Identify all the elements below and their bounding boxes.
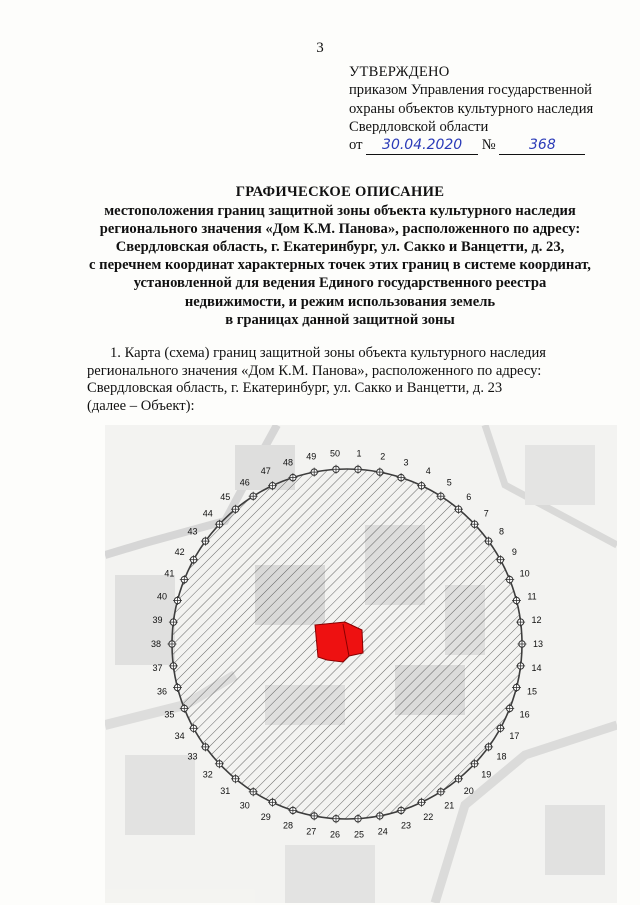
- document-heading: [40, 183, 640, 329]
- heading-line-3: Свердловская область, г. Екатеринбург, ул. Сакко и Ванцетти, д. 23,: [115, 239, 565, 256]
- boundary-point-label: 6: [466, 491, 472, 502]
- boundary-point-label: 48: [282, 457, 294, 468]
- number-label: №: [481, 137, 496, 154]
- boundary-point-label: 25: [353, 829, 365, 840]
- boundary-point-label: 16: [519, 709, 530, 720]
- boundary-point-label: 38: [150, 639, 162, 649]
- boundary-point-label: 4: [425, 466, 431, 477]
- boundary-point-label: 39: [152, 615, 163, 626]
- boundary-point-label: 21: [444, 800, 455, 811]
- approval-date-line: [349, 136, 634, 155]
- zone-map: [105, 425, 617, 903]
- approval-line-3: Свердловской области: [349, 118, 489, 135]
- heading-line-4: с перечнем координат характерных точек этих границ в системе координат,: [89, 257, 591, 274]
- boundary-point-label: 5: [446, 477, 452, 488]
- boundary-point-label: 29: [260, 811, 271, 822]
- boundary-point-label: 45: [220, 491, 231, 502]
- boundary-point-label: 36: [156, 686, 168, 697]
- approval-line-1: приказом Управления государственной: [349, 82, 592, 99]
- boundary-point-label: 31: [220, 786, 231, 797]
- paragraph-line-3: Свердловская область, г. Екатеринбург, ул. Сакко и Ванцетти, д. 23: [87, 380, 503, 397]
- boundary-point-label: 42: [174, 547, 185, 557]
- boundary-point-label: 12: [531, 615, 542, 626]
- boundary-point-label: 27: [306, 826, 317, 837]
- boundary-point-label: 32: [202, 769, 213, 780]
- date-field: 30.04.2020: [366, 138, 478, 155]
- boundary-point-label: 13: [532, 639, 544, 649]
- approval-block: [349, 63, 634, 155]
- page-number: 3: [316, 40, 324, 56]
- boundary-point-label: 41: [164, 568, 175, 579]
- boundary-point-label: 43: [187, 526, 198, 537]
- boundary-point-label: 3: [403, 457, 409, 468]
- heading-title: ГРАФИЧЕСКОЕ ОПИСАНИЕ: [235, 184, 445, 200]
- boundary-point-label: 30: [239, 800, 250, 811]
- boundary-point-label: 47: [260, 466, 271, 477]
- boundary-point-label: 11: [527, 591, 537, 602]
- boundary-point-label: 14: [531, 662, 542, 673]
- boundary-point-label: 15: [526, 686, 538, 697]
- boundary-point-label: 20: [463, 786, 474, 797]
- paragraph-line-4: (далее – Объект):: [87, 397, 195, 414]
- boundary-point-label: 49: [306, 451, 317, 462]
- boundary-point-label: 33: [187, 751, 198, 762]
- boundary-point-label: 8: [498, 526, 505, 537]
- boundary-point-label: 17: [509, 731, 520, 741]
- heading-line-2: регионального значения «Дом К.М. Панова», расположенного по адресу:: [99, 221, 581, 238]
- paragraph-line-1: 1. Карта (схема) границ защитной зоны объекта культурного наследия: [110, 345, 547, 361]
- boundary-point-label: 50: [329, 448, 341, 459]
- approval-line-2: охраны объектов культурного наследия: [349, 100, 594, 117]
- boundary-point-label: 28: [282, 820, 294, 831]
- boundary-point-label: 23: [400, 820, 412, 831]
- boundary-point-label: 34: [174, 731, 185, 741]
- boundary-point-label: 44: [202, 508, 213, 519]
- boundary-point-label: 35: [164, 709, 175, 720]
- heading-line-6: недвижимости, и режим использования земель: [184, 293, 496, 310]
- paragraph-line-2: регионального значения «Дом К.М. Панова», расположенного по адресу:: [87, 362, 542, 379]
- from-label: от: [349, 137, 363, 154]
- boundary-point-label: 19: [481, 769, 492, 780]
- heading-line-1: местоположения границ защитной зоны объекта культурного наследия: [104, 203, 576, 220]
- heading-line-5: установленной для ведения Единого государственного реестра: [133, 275, 547, 292]
- boundary-point-label: 1: [356, 448, 362, 459]
- boundary-point-label: 2: [380, 451, 386, 462]
- boundary-point-label: 9: [511, 547, 517, 557]
- boundary-point-label: 37: [152, 662, 163, 673]
- order-number-field: 368: [499, 138, 585, 155]
- boundary-point-label: 24: [377, 826, 388, 837]
- heading-line-7: в границах данной защитной зоны: [225, 311, 455, 328]
- boundary-point-label: 10: [519, 568, 530, 579]
- boundary-point-label: 7: [483, 508, 489, 519]
- zone-map-svg: [105, 425, 617, 903]
- boundary-point-label: 22: [423, 811, 434, 822]
- boundary-point-label: 46: [239, 477, 250, 488]
- section-paragraph: [87, 345, 614, 415]
- boundary-point-label: 18: [496, 751, 507, 762]
- approval-title: УТВЕРЖДЕНО: [349, 64, 450, 80]
- boundary-point-label: 26: [329, 829, 341, 840]
- boundary-point-label: 40: [156, 591, 168, 602]
